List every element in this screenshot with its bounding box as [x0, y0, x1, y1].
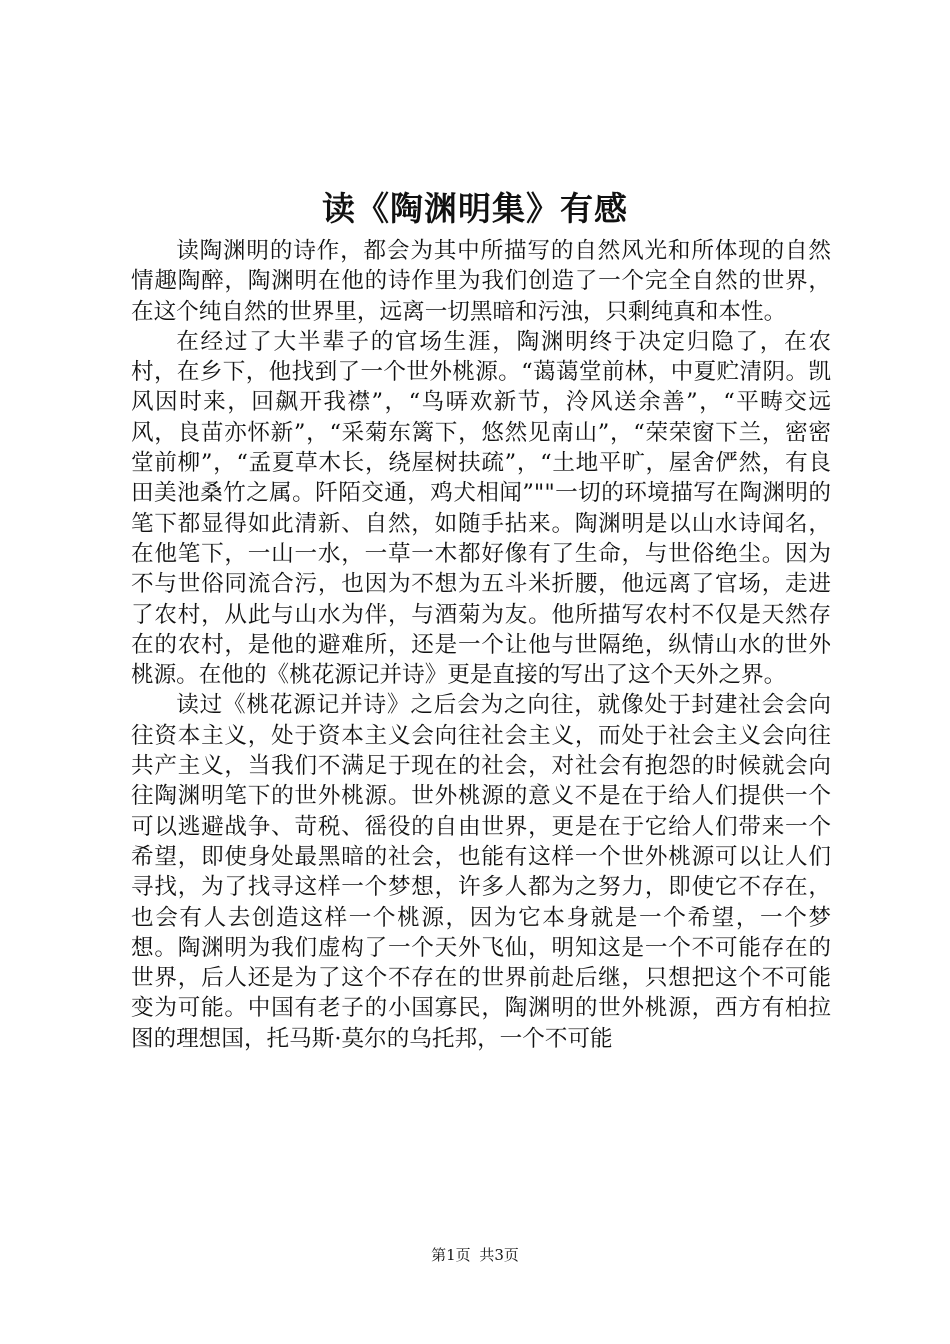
page-total: 共3页: [479, 1246, 519, 1264]
page-footer: [0, 1244, 950, 1266]
document-body: [131, 236, 831, 1054]
paragraph-2: 在经过了大半辈子的官场生涯，陶渊明终于决定归隐了，在农村，在乡下，他找到了一个世外桃源。“蔼蔼堂前林，中夏贮清阴。凯风因时来，回飙开我襟”，“鸟哢欢新节，泠风送余善”，“平畴交远风，良苗亦怀新”，“采菊东篱下，悠然见南山”，“荣荣窗下兰，密密堂前柳”，“孟夏草木长，绕屋树扶疏”，“土地平旷，屋舍俨然，有良田美池桑竹之属。阡陌交通，鸡犬相闻”""一切的环境描写在陶渊明的笔下都显得如此清新、自然，如随手拈来。陶渊明是以山水诗闻名，在他笔下，一山一水，一草一木都好像有了生命，与世俗绝尘。因为不与世俗同流合污，也因为不想为五斗米折腰，他远离了官场，走进了农村，从此与山水为伴，与酒菊为友。他所描写农村不仅是天然存在的农村，是他的避难所，还是一个让他与世隔绝，纵情山水的世外桃源。在他的《桃花源记并诗》更是直接的写出了这个天外之界。: [131, 328, 831, 689]
paragraph-3: 读过《桃花源记并诗》之后会为之向往，就像处于封建社会会向往资本主义，处于资本主义会向往社会主义，而处于社会主义会向往共产主义，当我们不满足于现在的社会，对社会有抱怨的时候就会向往陶渊明笔下的世外桃源。世外桃源的意义不是在于给人们提供一个可以逃避战争、苛税、徭役的自由世界，更是在于它给人们带来一个希望，即使身处最黑暗的社会，也能有这样一个世外桃源可以让人们寻找，为了找寻这样一个梦想，许多人都为之努力，即使它不存在，也会有人去创造这样一个桃源，因为它本身就是一个希望，一个梦想。陶渊明为我们虚构了一个天外飞仙，明知这是一个不可能存在的世界，后人还是为了这个不存在的世界前赴后继，只想把这个不可能变为可能。中国有老子的小国寡民，陶渊明的世外桃源，西方有柏拉图的理想国，托马斯·莫尔的乌托邦，一个不可能: [131, 692, 831, 1052]
document-title: 读《陶渊明集》有感: [322, 189, 628, 228]
page-number: 第1页: [431, 1246, 471, 1264]
paragraph-1: 读陶渊明的诗作，都会为其中所描写的自然风光和所体现的自然情趣陶醉，陶渊明在他的诗作里为我们创造了一个完全自然的世界，在这个纯自然的世界里，远离一切黑暗和污浊，只剩纯真和本性。: [131, 238, 831, 325]
